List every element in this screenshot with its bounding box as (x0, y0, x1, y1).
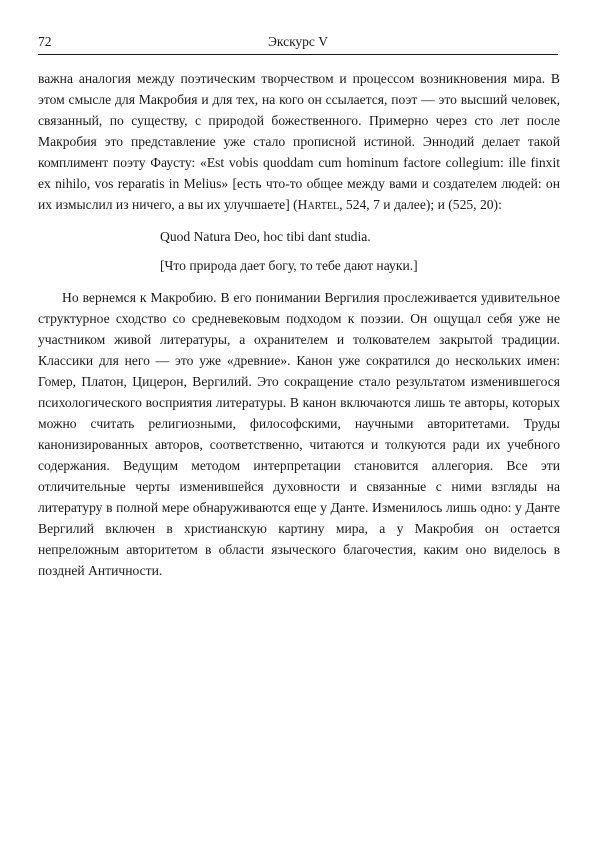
page-number: 72 (38, 34, 52, 49)
paragraph-2: Но вернемся к Макробию. В его понимании Вергилия прослеживается удивительное структурное сходство со средневековым подходом к поэзии. Он ощущал себя уже не участником живой литературы, а охранителем и толкователем закрытой традиции. Классики для него — это уже «древние». Канон уже сократился до нескольких имен: Гомер, Платон, Цицерон, Вергилий. Это сокращение стало результатом изменившегося психологического восприятия литературы. В канон включаются лишь те авторы, которых можно считать религиозными, философскими, научными авторитетами. Труды канонизированных авторов, соответственно, читаются и толкуются ради их учебного содержания. Ведущим методом интерпретации становится аллегория. Все эти отличительные черты изменившейся духовности и связанные с ними взгляды на литературу в полной мере обнаруживаются еще у Данте. Изменилось лишь одно: у Данте Вергилий включен в христианскую картину мира, а у Макробия он остается непреложным авторитетом в области языческого благочестия, каким оно виделось в поздней Античности. (38, 290, 560, 578)
page-body (38, 68, 560, 581)
paragraph-1 (38, 68, 560, 215)
quote-translation: [Что природа дает богу, то тебе дают науки.] (160, 258, 418, 273)
running-title: Экскурс V (267, 34, 329, 49)
paragraph-1-text-b: , 524, 7 и далее); и (525, 20): (339, 197, 502, 212)
paragraph-1-text-a: важна аналогия между поэтическим творчеством и процессом возникновения мира. В этом смысле для Макробия и для тех, на кого он ссылается, поэт — это высший человек, связанный, по существу, с природой божественного. Примерно через сто лет после Макробия это представление уже стало прописной истиной. Эннодий делает такой комплимент поэту Фаусту: «Est vobis quoddam cum hominum factore collegium: ille finxit ex nihilo, vos reparatis in Melius» [есть что-то общее между вами и создателем людей: он их измыслил из ничего, а вы их улучшаете] ( (38, 71, 560, 212)
page-header (38, 34, 558, 52)
author-hartel: Hartel (297, 197, 340, 212)
quote-latin: Quod Natura Deo, hoc tibi dant studia. (160, 229, 371, 244)
header-rule (38, 54, 558, 55)
